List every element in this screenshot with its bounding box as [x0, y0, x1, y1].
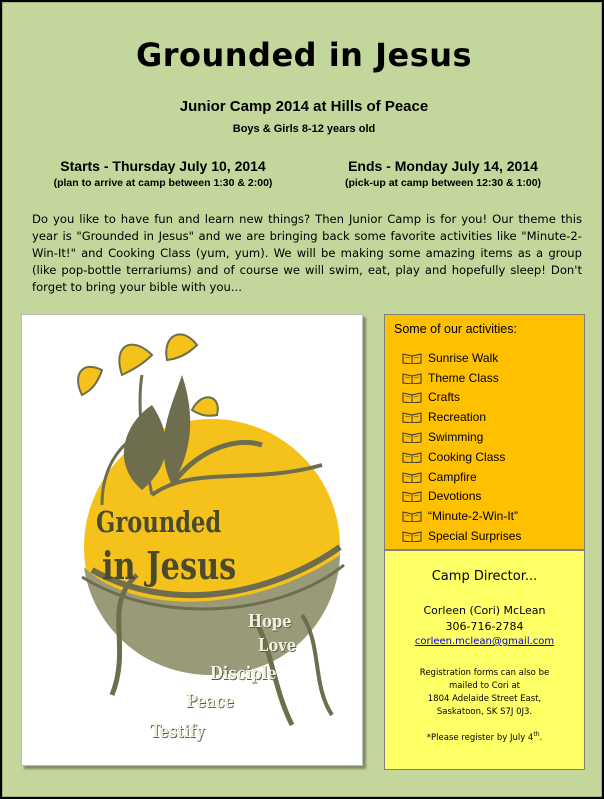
start-date-block — [38, 158, 288, 189]
end-date-block — [318, 158, 568, 189]
theme-poster — [21, 314, 363, 766]
camp-subtitle: Junior Camp 2014 at Hills of Peace — [179, 98, 429, 115]
poster-title-line1: Grounded — [96, 505, 222, 539]
list-item — [402, 368, 521, 388]
activities-list — [402, 348, 521, 546]
start-note: (plan to arrive at camp between 1:30 & 2:00) — [53, 177, 273, 189]
end-date: Ends - Monday July 14, 2014 — [348, 158, 538, 174]
list-item — [402, 427, 521, 447]
activity-label: Swimming — [428, 430, 484, 445]
address-city: Saskatoon, SK S7J 0J3. — [436, 707, 533, 717]
page-title: Grounded in Jesus — [135, 36, 473, 74]
deadline-period: . — [539, 732, 543, 743]
open-book-icon — [402, 530, 422, 542]
open-book-icon — [402, 411, 422, 423]
activity-label: Crafts — [428, 390, 461, 405]
open-book-icon — [402, 451, 422, 463]
director-email-link[interactable]: corleen.mclean@gmail.com — [414, 636, 555, 647]
activity-label: Devotions — [428, 489, 482, 504]
poster-word-peace: Peace — [186, 691, 235, 712]
list-item — [402, 388, 521, 408]
list-item — [402, 447, 521, 467]
director-name: Corleen (Cori) McLean — [423, 604, 546, 617]
open-book-icon — [402, 431, 422, 443]
open-book-icon — [402, 490, 422, 502]
list-item — [402, 407, 521, 427]
activities-heading: Some of our activities: — [394, 322, 517, 336]
address-street: 1804 Adelaide Street East, — [427, 694, 542, 704]
director-heading: Camp Director... — [431, 569, 538, 584]
open-book-icon — [402, 352, 422, 364]
list-item — [402, 348, 521, 368]
end-note: (pick-up at camp between 12:30 & 1:00) — [344, 177, 542, 189]
activities-box — [384, 314, 585, 550]
activity-label: Sunrise Walk — [428, 350, 499, 365]
deadline-text: *Please register by July 4 — [426, 732, 534, 743]
registration-note — [385, 667, 584, 719]
activity-label: Campfire — [428, 469, 477, 484]
deadline-suffix: th — [533, 731, 540, 738]
list-item — [402, 487, 521, 507]
registration-line: Registration forms can also be — [419, 668, 550, 678]
activity-label: Cooking Class — [428, 449, 506, 464]
director-box — [384, 550, 585, 770]
poster-title-line2: in Jesus — [102, 543, 237, 588]
list-item — [402, 467, 521, 487]
registration-line: mailed to Cori at — [448, 681, 520, 691]
poster-word-love: Love — [258, 635, 297, 656]
list-item — [402, 506, 521, 526]
open-book-icon — [402, 471, 422, 483]
director-phone: 306-716-2784 — [445, 620, 524, 633]
activity-label: Special Surprises — [428, 529, 522, 544]
poster-word-disciple: Disciple — [210, 663, 277, 684]
registration-deadline — [385, 731, 584, 743]
activity-label: Theme Class — [428, 370, 499, 385]
start-date: Starts - Thursday July 10, 2014 — [60, 158, 266, 174]
open-book-icon — [402, 510, 422, 522]
intro-paragraph: Do you like to have fun and learn new things? Then Junior Camp is for you! Our theme this year is "Grounded in Jesus" and we are bringing back some favorite activities like "Minute-2-Win-It!" and Cooking Class (yum, yum). We will be making some amazing items as a group (like pop-bottle terrariums) and of course we will swim, eat, play and hopefully sleep! Don't forget to bring your bible with you... — [32, 212, 582, 294]
poster-word-testify: Testify — [150, 721, 205, 742]
age-range: Boys & Girls 8-12 years old — [232, 123, 376, 135]
open-book-icon — [402, 372, 422, 384]
open-book-icon — [402, 391, 422, 403]
list-item — [402, 526, 521, 546]
poster-word-hope: Hope — [248, 611, 292, 632]
activity-label: “Minute-2-Win-It” — [428, 509, 519, 524]
activity-label: Recreation — [428, 410, 487, 425]
